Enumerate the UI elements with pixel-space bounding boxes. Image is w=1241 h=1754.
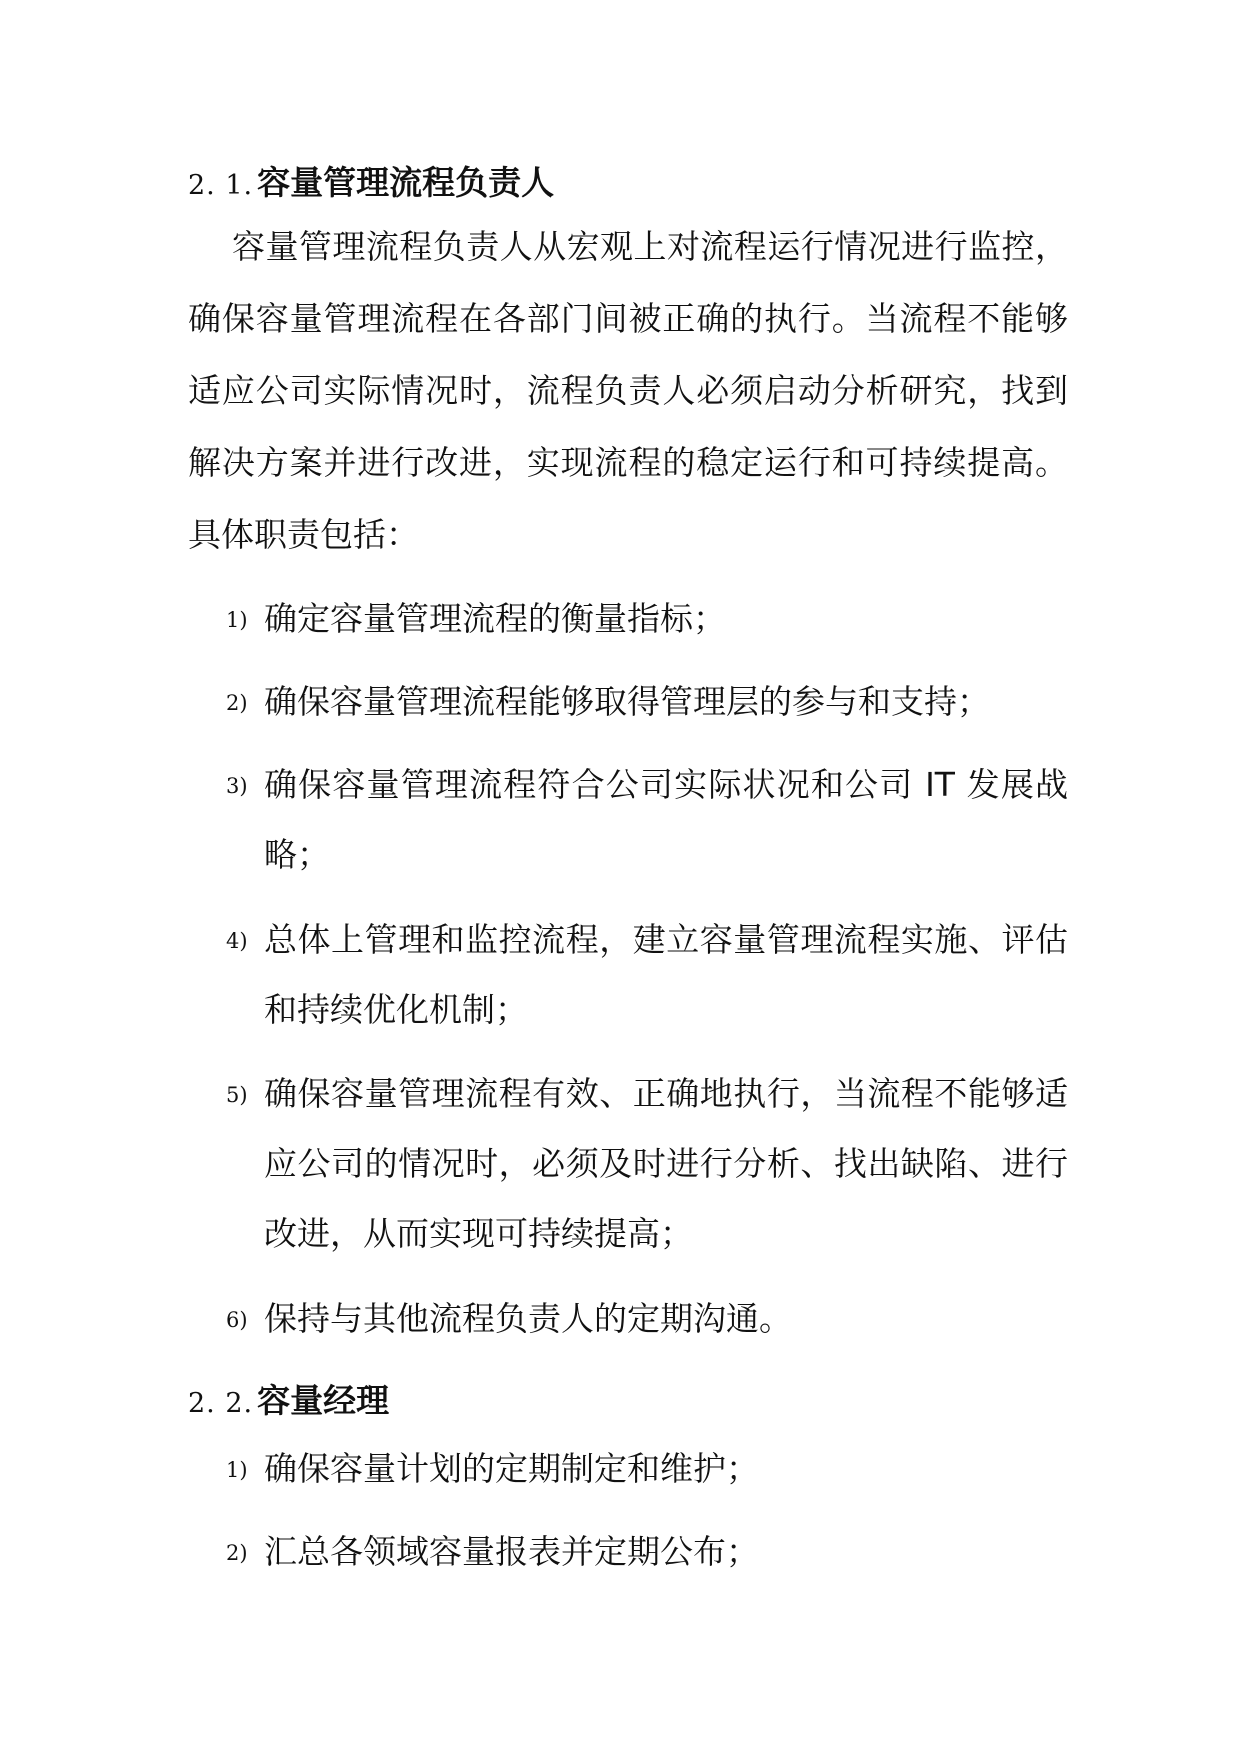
list-item-text: 确保容量计划的定期制定和维护； bbox=[264, 1449, 759, 1488]
list-item-text: 确保容量管理流程符合公司实际状况和公司 IT 发展战 bbox=[264, 765, 1068, 804]
list-item-text: 应公司的情况时，必须及时进行分析、找出缺陷、进行 bbox=[264, 1144, 1068, 1183]
list-marker: 3) bbox=[226, 774, 248, 798]
list-item-text: 保持与其他流程负责人的定期沟通。 bbox=[264, 1299, 792, 1338]
list-item-text: 确保容量管理流程有效、正确地执行，当流程不能够适 bbox=[264, 1074, 1068, 1113]
list-marker: 2) bbox=[226, 691, 248, 715]
list-marker: 5) bbox=[226, 1083, 248, 1107]
list-item-text: 和持续优化机制； bbox=[264, 990, 528, 1029]
list-marker: 1) bbox=[226, 1458, 248, 1482]
list-item-text: 略； bbox=[264, 835, 330, 874]
list-marker: 4) bbox=[226, 929, 248, 953]
paragraph-line: 确保容量管理流程在各部门间被正确的执行。当流程不能够 bbox=[188, 299, 1068, 338]
paragraph-line: 具体职责包括： bbox=[188, 515, 419, 554]
list-item-text: 确定容量管理流程的衡量指标； bbox=[264, 599, 726, 638]
paragraph-line: 容量管理流程负责人从宏观上对流程运行情况进行监控， bbox=[232, 227, 1068, 266]
section-heading-2-2 bbox=[188, 1381, 390, 1420]
list-marker: 2) bbox=[226, 1541, 248, 1565]
intro-paragraph bbox=[188, 211, 1068, 571]
list-marker: 6) bbox=[226, 1308, 248, 1332]
section-number: 2. 1. bbox=[188, 170, 254, 201]
section-title: 容量管理流程负责人 bbox=[257, 163, 555, 202]
section-heading-2-1 bbox=[188, 163, 555, 202]
list-marker: 1) bbox=[226, 608, 248, 632]
list-item-text: 确保容量管理流程能够取得管理层的参与和支持； bbox=[264, 682, 990, 721]
paragraph-line: 解决方案并进行改进，实现流程的稳定运行和可持续提高。 bbox=[188, 443, 1068, 482]
list-item-text: 总体上管理和监控流程，建立容量管理流程实施、评估 bbox=[264, 920, 1068, 959]
list-item-text: 汇总各领域容量报表并定期公布； bbox=[264, 1532, 759, 1571]
list-item-text: 改进，从而实现可持续提高； bbox=[264, 1214, 693, 1253]
section-title: 容量经理 bbox=[257, 1381, 390, 1420]
section-number: 2. 2. bbox=[188, 1388, 254, 1419]
paragraph-line: 适应公司实际情况时，流程负责人必须启动分析研究，找到 bbox=[188, 371, 1068, 410]
